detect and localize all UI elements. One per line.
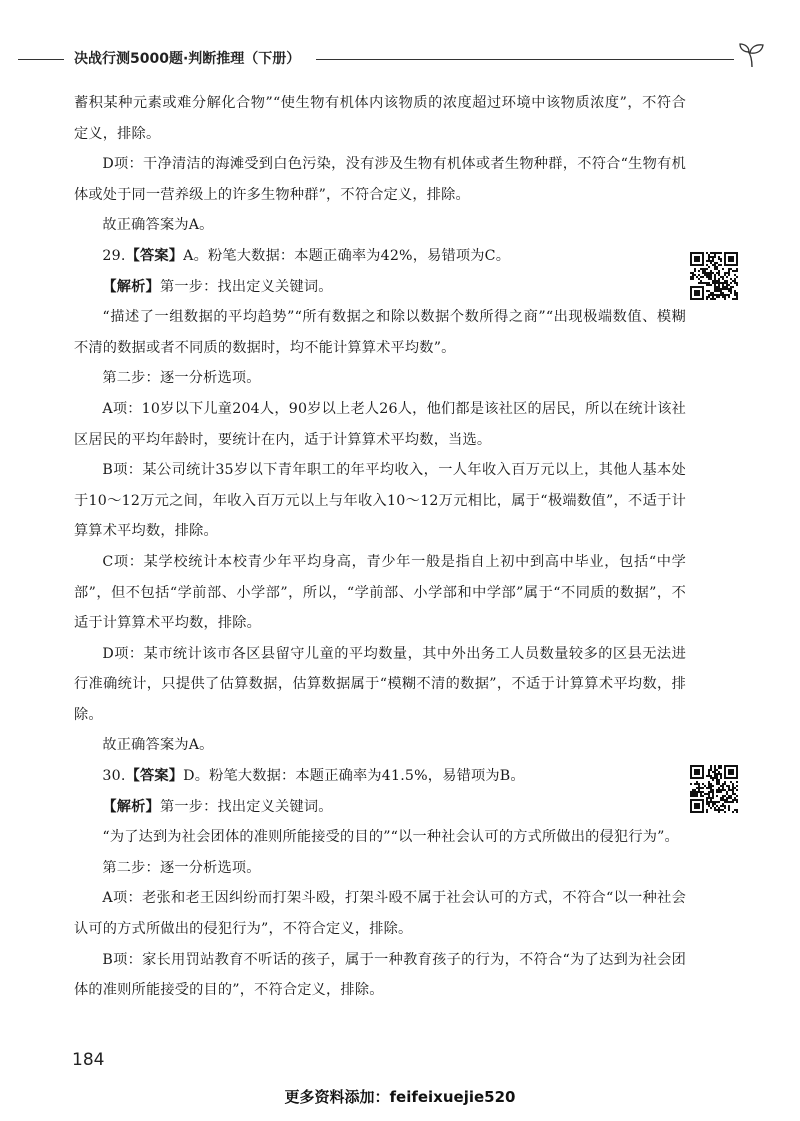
sprout-icon [738, 42, 766, 68]
paragraph: “描述了一组数据的平均趋势”“所有数据之和除以数据个数所得之商”“出现极端数值、模糊不清的数据或者不同质的数据时，均不能计算算术平均数”。 [74, 309, 686, 356]
page-number: 184 [72, 1050, 105, 1070]
footer-note: 更多资料添加：feifeixuejie520 [284, 1088, 516, 1106]
answer-text: D。粉笔大数据：本题正确率为41.5%，易错项为B。 [183, 768, 525, 785]
answer-29 [74, 241, 686, 272]
paragraph: D项：某市统计该市各区县留守儿童的平均数量，其中外出务工人员数量较多的区县无法进行准确统计，只提供了估算数据，估算数据属于“模糊不清的数据”，不适于计算算术平均数，排除。 [74, 645, 686, 723]
paragraph: 故正确答案为A。 [102, 737, 214, 754]
paragraph: 第二步：逐一分析选项。 [102, 859, 261, 876]
answer-tag: 【答案】 [125, 247, 184, 264]
paragraph: 第二步：逐一分析选项。 [102, 370, 261, 387]
paragraph: A项：10岁以下儿童204人，90岁以上老人26人，他们都是该社区的居民，所以在统计该社区居民的平均年龄时，要统计在内，适于计算算术平均数，当选。 [74, 400, 686, 448]
answer-tag: 【答案】 [125, 768, 184, 785]
book-title: 决战行测5000题·判断推理（下册） [74, 51, 301, 67]
page-body [74, 88, 686, 1006]
paragraph: B项：某公司统计35岁以下青年职工的年平均收入，一人年收入百万元以上，其他人基本处于10～12万元之间，年收入百万元以上与年收入10～12万元相比，属于“极端数值”，不适于计算算术平均数，排除。 [74, 462, 686, 540]
answer-30 [74, 761, 686, 792]
paragraph: “为了达到为社会团体的准则所能接受的目的”“以一种社会认可的方式所做出的侵犯行为”。 [102, 829, 679, 846]
analysis-tag: 【解析】 [102, 798, 160, 815]
analysis-tag: 【解析】 [102, 278, 160, 295]
qr-code-icon[interactable] [690, 765, 738, 813]
analysis-text: 第一步：找出定义关键词。 [159, 798, 333, 815]
paragraph: 故正确答案为A。 [102, 217, 214, 234]
analysis-30 [74, 792, 686, 823]
analysis-text: 第一步：找出定义关键词。 [159, 278, 333, 295]
question-number: 29. [102, 247, 126, 264]
paragraph: 蓄积某种元素或难分解化合物”“使生物有机体内该物质的浓度超过环境中该物质浓度”，不符合定义，排除。 [74, 95, 686, 142]
running-header [14, 42, 786, 72]
question-number: 30. [102, 768, 126, 785]
header-rule-right [316, 59, 734, 60]
paragraph: D项：干净清洁的海滩受到白色污染，没有涉及生物有机体或者生物种群，不符合“生物有机体或处于同一营养级上的许多生物种群”，不符合定义，排除。 [74, 156, 686, 203]
paragraph: C项：某学校统计本校青少年平均身高，青少年一般是指自上初中到高中毕业，包括“中学部”，但不包括“学前部、小学部”，所以，“学前部、小学部和中学部”属于“不同质的数据”，不适于计算算术平均数，排除。 [74, 553, 686, 632]
qr-code-icon[interactable] [690, 252, 738, 300]
analysis-29 [74, 272, 686, 303]
paragraph: A项：老张和老王因纠纷而打架斗殴，打架斗殴不属于社会认可的方式，不符合“以一种社会认可的方式所做出的侵犯行为”，不符合定义，排除。 [74, 890, 686, 938]
header-rule-left [18, 59, 64, 60]
paragraph: B项：家长用罚站教育不听话的孩子，属于一种教育孩子的行为，不符合“为了达到为社会团体的准则所能接受的目的”，不符合定义，排除。 [74, 951, 686, 999]
answer-text: A。粉笔大数据：本题正确率为42%，易错项为C。 [183, 247, 511, 264]
